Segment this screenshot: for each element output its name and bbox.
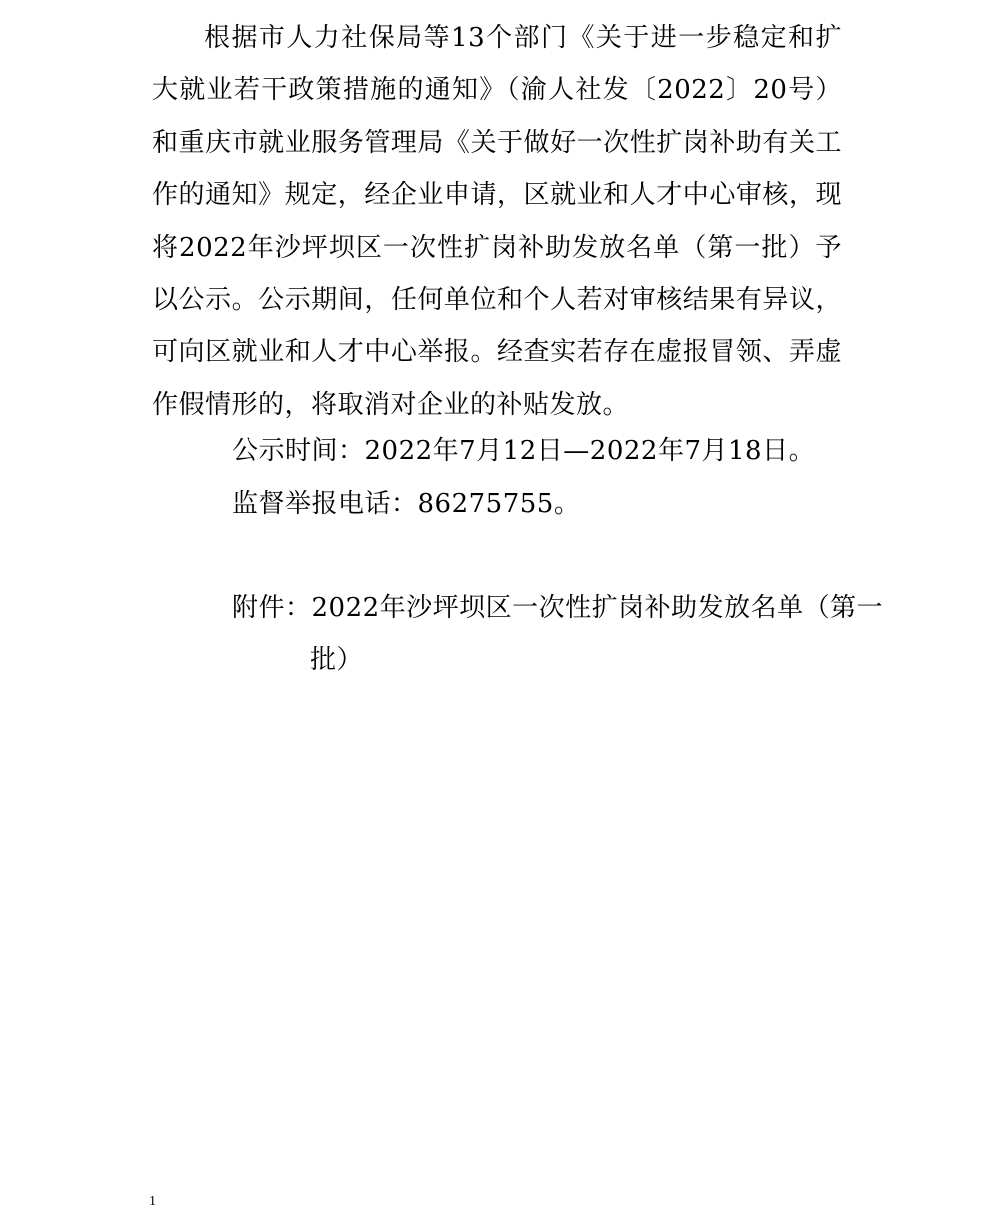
attachment	[232, 582, 922, 686]
body-paragraph: 根据市人力社保局等13个部门《关于进一步稳定和扩大就业若干政策措施的通知》（渝人社发〔2022〕20号）和重庆市就业服务管理局《关于做好一次性扩岗补助有关工作的通知》规定，经企业申请，区就业和人才中心审核，现将2022年沙坪坝区一次性扩岗补助发放名单（第一批）予以公示。公示期间，任何单位和个人若对审核结果有异议，可向区就业和人才中心举报。经查实若存在虚报冒领、弄虚作假情形的，将取消对企业的补贴发放。	[152, 23, 842, 420]
attachment-label: 附件：	[232, 593, 312, 623]
publicity-period: 公示时间：2022年7月12日—2022年7月18日。	[232, 436, 816, 466]
page-number: 1	[149, 1194, 156, 1209]
report-phone: 监督举报电话：86275755。	[232, 489, 581, 519]
attachment-title: 2022年沙坪坝区一次性扩岗补助发放名单（第一批）	[310, 593, 884, 675]
